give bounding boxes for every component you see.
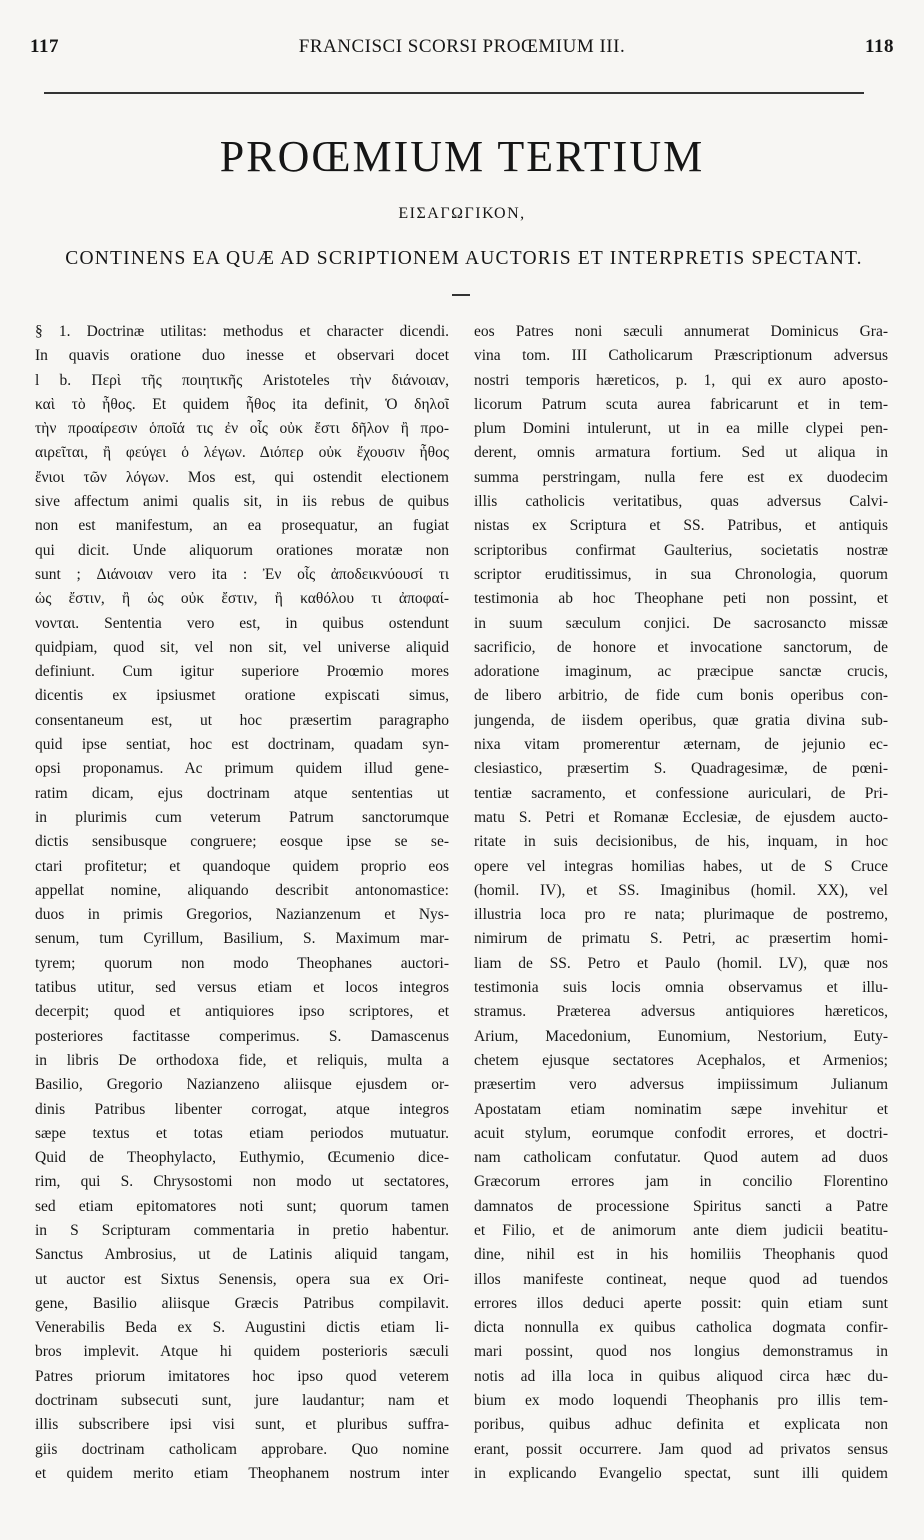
text-line: et quidem merito etiam Theophanem nostrum inter xyxy=(35,1464,449,1482)
text-line: Basilio, Gregorio Nazianzeno aliisque ejusdem or- xyxy=(35,1076,449,1094)
text-line: non est manifestum, an ea prosequatur, an fugiat xyxy=(35,517,449,535)
text-line: αιρεῖται, ἢ φεύγει ὁ λέγων. Διόπερ οὐκ ἔχουσιν ἦθος xyxy=(35,444,449,462)
page-number-right: 118 xyxy=(865,36,894,57)
text-line: Apostatam etiam nominatim sæpe invehitur et xyxy=(474,1100,888,1118)
text-line: dine, nihil est in his homiliis Theophanis quod xyxy=(474,1246,888,1264)
text-line: matu S. Petri et Romanæ Ecclesiæ, de ejusdem aucto- xyxy=(474,808,888,826)
text-line: nistas ex Scriptura et SS. Patribus, et antiquis xyxy=(474,517,888,535)
text-line: ctari profitetur; et quandoque quidem proprio eos xyxy=(35,857,449,875)
text-line: sunt ; Διάνοιαν vero ita : Ἐν οἷς ἀποδεικνύουσί τι xyxy=(35,565,449,583)
text-line: ἔνιοι τῶν λόγων. Mos est, qui ostendit electionem xyxy=(35,468,449,486)
text-line: sed etiam epitomatores noti sunt; quorum tamen xyxy=(35,1197,449,1215)
page-number-left: 117 xyxy=(30,36,59,57)
text-line: gene, Basilio aliisque Græcis Patribus compilavit. xyxy=(35,1294,449,1312)
text-line: licorum Patrum scuta aurea fabricarunt et in tem- xyxy=(474,395,888,413)
text-line: rim, qui S. Chrysostomi non modo ut sectatores, xyxy=(35,1173,449,1191)
text-line: dinis Patribus libenter corrogat, atque integros xyxy=(35,1100,449,1118)
text-line: stramus. Præterea adversus antiquiores hæreticos, xyxy=(474,1003,888,1021)
text-line: illis subscribere ipsi visi sunt, et pluribus suffra- xyxy=(35,1416,449,1434)
text-line: errores illos deduci aperte possit: quin etiam sunt xyxy=(474,1294,888,1312)
text-line: in libris De orthodoxa fide, et reliquis, multa a xyxy=(35,1051,449,1069)
text-line: bium ex modo loquendi Theophanis pro illis tem- xyxy=(474,1392,888,1410)
text-line: testimonia ab hoc Theophane peti non possint, et xyxy=(474,590,888,608)
text-line: vina tom. III Catholicarum Præscriptionum adversus xyxy=(474,347,888,365)
text-line: Græcorum errores jam in concilio Florentino xyxy=(474,1173,888,1191)
text-line: illos manifeste contineat, neque quod ad tuendos xyxy=(474,1270,888,1288)
text-line: nixa vitam promerentur æternam, de jejunio ec- xyxy=(474,736,888,754)
text-line: eos Patres noni sæculi annumerat Dominicus Gra- xyxy=(474,323,888,340)
text-line: duos in primis Gregorios, Nazianzenum et Nys- xyxy=(35,906,449,924)
text-line: ritate in suis decisionibus, de his, inquam, in hoc xyxy=(474,833,888,851)
text-line: quid ipse sentiat, hoc est doctrinam, quadam syn- xyxy=(35,736,449,754)
text-line: sæpe textus et totas etiam periodos mutuatur. xyxy=(35,1124,449,1142)
text-line: § 1. Doctrinæ utilitas: methodus et character dicendi. xyxy=(35,323,449,340)
text-line: chetem ejusque sectatores Acephalos, et Armenios; xyxy=(474,1051,888,1069)
text-line: τὴν προαίρεσιν ὁποῖά τις ἐν οἷς οὐκ ἔστι δῆλον ἢ προ- xyxy=(35,420,449,438)
text-line: scriptoribus confirmat Gaulterius, societatis nostræ xyxy=(474,541,888,559)
text-line: In quavis oratione duo inesse et observari docet xyxy=(35,347,449,365)
text-line: Quid de Theophylacto, Euthymio, Œcumenio dice- xyxy=(35,1149,449,1167)
text-line: decerpit; quod et antiquiores ipso scriptores, et xyxy=(35,1003,449,1021)
title-rule xyxy=(452,294,470,296)
text-line: doctrinam subsecuti sunt, jure laudantur; nam et xyxy=(35,1392,449,1410)
text-line: in plurimis cum veterum Patrum sanctorumque xyxy=(35,808,449,826)
text-line: scriptor eruditissimus, in sua Chronologia, quorum xyxy=(474,565,888,583)
text-line: νονται. Sententia vero est, in quibus ostendunt xyxy=(35,614,449,632)
text-line: opere vel integras homilias habes, ut de S Cruce xyxy=(474,857,888,875)
text-line: quidpiam, quod sit, vel non sit, vel universe aliquid xyxy=(35,638,449,656)
text-line: erant, possit occurrere. Jam quod ad privatos sensus xyxy=(474,1440,888,1458)
text-line: ut auctor est Sixtus Senensis, opera sua ex Ori- xyxy=(35,1270,449,1288)
text-line: tentiæ sacramento, et confessione auriculari, de Pri- xyxy=(474,784,888,802)
text-line: sacrificio, de honore et invocatione sanctorum, de xyxy=(474,638,888,656)
text-line: Sanctus Ambrosius, ut de Latinis aliquid tangam, xyxy=(35,1246,449,1264)
header-rule xyxy=(44,92,864,94)
text-line: adoratione imaginum, ac præcipue sanctæ crucis, xyxy=(474,663,888,681)
subtitle: CONTINENS EA QUÆ AD SCRIPTIONEM AUCTORIS ET INTERPRETIS SPECTANT. xyxy=(65,248,863,269)
text-line: illustria loca pro re nata; plurimaque de postremo, xyxy=(474,906,888,924)
text-line: et Filio, et de animorum ante diem judicii beatitu- xyxy=(474,1221,888,1239)
text-line: Patres priorum imitatores hoc ipso quod veterem xyxy=(35,1367,449,1385)
text-line: præsertim vero adversus impiissimum Julianum xyxy=(474,1076,888,1094)
text-line: Arium, Macedonium, Eunomium, Nestorium, Euty- xyxy=(474,1027,888,1045)
text-line: damnatos de processione Spiritus sancti a Patre xyxy=(474,1197,888,1215)
right-column xyxy=(474,320,888,1486)
text-line: ὡς ἔστιν, ἢ ὡς οὐκ ἔστιν, ἢ καθόλου τι ἀποφαί- xyxy=(35,590,449,608)
text-line: qui dicit. Unde aliquorum orationes moratæ non xyxy=(35,541,449,559)
text-line: illis catholicis veritatibus, quas adversus Calvi- xyxy=(474,493,888,511)
page-title: PROŒMIUM TERTIUM xyxy=(219,132,705,181)
text-line: ratim dicam, ejus doctrinam atque sententias ut xyxy=(35,784,449,802)
text-line: Venerabilis Beda ex S. Augustini dictis etiam li- xyxy=(35,1319,449,1337)
text-line: nimirum de primatu S. Petri, ac præsertim homi- xyxy=(474,930,888,948)
text-line: giis doctrinam catholicam approbare. Quo nomine xyxy=(35,1440,449,1458)
text-line: acuit stylum, eorumque confodit errores, et doctri- xyxy=(474,1124,888,1142)
text-line: dictis sensibusque congruere; eosque ipse se se- xyxy=(35,833,449,851)
text-line: testimonia suis locis omnia observamus et illu- xyxy=(474,979,888,997)
text-line: dicentis ex ipsiusmet oratione expiscati simus, xyxy=(35,687,449,705)
text-line: nostri temporis hæreticos, p. 1, qui ex auro aposto- xyxy=(474,371,888,389)
text-line: appellat nomine, aliquando describit antonomastice: xyxy=(35,881,449,899)
text-line: jungenda, de iisdem operibus, quæ gratia divina sub- xyxy=(474,711,888,729)
text-line: opsi proponamus. Ac primum quidem illud gene- xyxy=(35,760,449,778)
text-line: in suum sæculum conjici. De sacrosancto missæ xyxy=(474,614,888,632)
text-line: de libero arbitrio, de fide cum bonis operibus con- xyxy=(474,687,888,705)
text-line: senum, tum Cyrillum, Basilium, S. Maximum mar- xyxy=(35,930,449,948)
left-column xyxy=(35,320,449,1486)
text-line: definiunt. Cum igitur superiore Proœmio mores xyxy=(35,663,449,681)
greek-subtitle: ΕΙΣΑΓΩΓΙΚΟΝ, xyxy=(398,205,526,222)
text-line: in explicando Evangelio spectat, sunt illi quidem xyxy=(474,1464,888,1482)
text-line: liam de SS. Petro et Paulo (homil. LV), quæ nos xyxy=(474,954,888,972)
text-line: nam catholicam confutatur. Quod autem ad duos xyxy=(474,1149,888,1167)
text-line: tatibus utitur, sed versus etiam et locos integros xyxy=(35,979,449,997)
text-line: dicta nonnulla ex quibus catholica dogmata confir- xyxy=(474,1319,888,1337)
text-line: mari possint, quod nos longius demonstramus in xyxy=(474,1343,888,1361)
running-head xyxy=(30,36,894,62)
text-line: καὶ τὸ ἦθος. Et quidem ἦθος ita definit, Ὁ δηλοῖ xyxy=(35,395,449,413)
text-line: poribus, quibus adhuc definita et explicata non xyxy=(474,1416,888,1434)
text-line: plum Domini intulerunt, ut in ea mille clypei pen- xyxy=(474,420,888,438)
text-line: consentaneum est, ut hoc præsertim paragrapho xyxy=(35,711,449,729)
text-line: summa perstringam, nulla fere est ex duodecim xyxy=(474,468,888,486)
text-line: l b. Περὶ τῆς ποιητικῆς Aristoteles τὴν διάνοιαν, xyxy=(35,371,449,389)
text-line: clesiastico, præsertim S. Quadragesimæ, de pœni- xyxy=(474,760,888,778)
text-line: bros implevit. Atque hi quidem posterioris sæculi xyxy=(35,1343,449,1361)
text-line: derent, omnis armatura fortium. Sed ut aliqua in xyxy=(474,444,888,462)
text-line: (homil. IV), et SS. Imaginibus (homil. XX), vel xyxy=(474,881,888,899)
text-line: posteriores factitasse comperimus. S. Damascenus xyxy=(35,1027,449,1045)
text-line: notis ad illa loca in quibus aliquod circa hæc du- xyxy=(474,1367,888,1385)
text-line: in S Scripturam commentaria in pretio habentur. xyxy=(35,1221,449,1239)
text-line: sive affectum animi qualis sit, in iis rebus de quibus xyxy=(35,493,449,511)
running-title: FRANCISCI SCORSI PROŒMIUM III. xyxy=(298,36,626,57)
text-line: tyrem; quorum non modo Theophanes auctori- xyxy=(35,954,449,972)
